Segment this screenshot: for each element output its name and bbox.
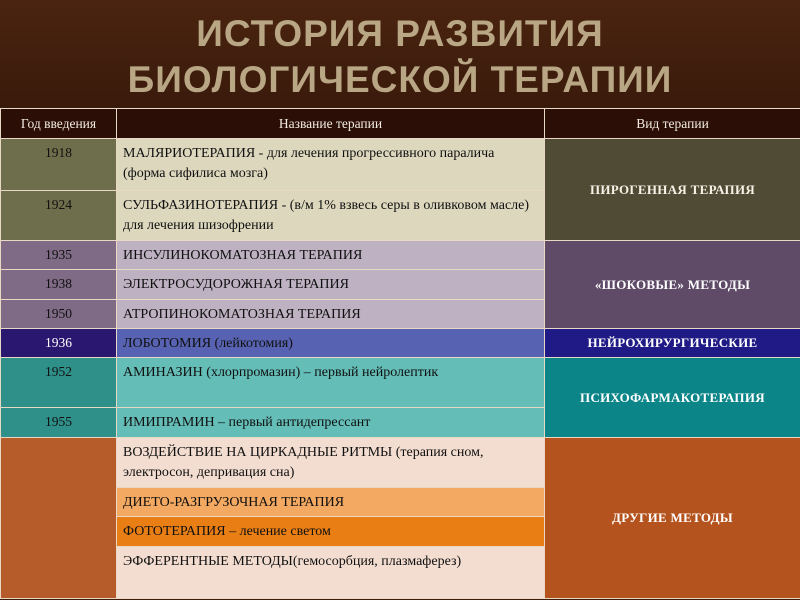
year-cell: 1955 [1,408,117,438]
therapy-name-cell: СУЛЬФАЗИНОТЕРАПИЯ - (в/м 1% взвесь серы в оливковом масле) для лечения шизофрении [117,191,545,241]
therapy-name-cell: ДИЕТО-РАЗГРУЗОЧНАЯ ТЕРАПИЯ [117,488,545,517]
therapy-type-cell: ПСИХОФАРМАКОТЕРАПИЯ [545,358,800,438]
therapy-name-cell: АМИНАЗИН (хлорпромазин) – первый нейролептик [117,358,545,408]
therapy-type-cell: НЕЙРОХИРУРГИЧЕСКИЕ [545,329,800,358]
year-cell [1,438,117,599]
table-row [1,241,800,270]
therapy-type-cell: «ШОКОВЫЕ» МЕТОДЫ [545,241,800,329]
therapy-name-cell: ИМИПРАМИН – первый антидепрессант [117,408,545,438]
table-row [1,329,800,358]
header-name: Название терапии [117,109,545,139]
year-cell: 1918 [1,139,117,191]
therapy-name-cell: МАЛЯРИОТЕРАПИЯ - для лечения прогрессивного паралича (форма сифилиса мозга) [117,139,545,191]
therapy-type-cell: ДРУГИЕ МЕТОДЫ [545,438,800,599]
therapy-name-cell: ЭЛЕКТРОСУДОРОЖНАЯ ТЕРАПИЯ [117,270,545,300]
therapy-name-cell: ЛОБОТОМИЯ (лейкотомия) [117,329,545,358]
year-cell: 1952 [1,358,117,408]
therapy-name-cell: ИНСУЛИНОКОМАТОЗНАЯ ТЕРАПИЯ [117,241,545,270]
year-cell: 1938 [1,270,117,300]
table-header-row [1,109,800,139]
therapy-name-cell: АТРОПИНОКОМАТОЗНАЯ ТЕРАПИЯ [117,300,545,329]
title-line-2: БИОЛОГИЧЕСКОЙ ТЕРАПИИ [127,59,673,100]
year-cell: 1950 [1,300,117,329]
title-line-1: ИСТОРИЯ РАЗВИТИЯ [196,13,604,54]
therapy-history-table [0,108,800,599]
table-row [1,438,800,488]
therapy-name-cell: ЭФФЕРЕНТНЫЕ МЕТОДЫ(гемосорбция, плазмаферез) [117,547,545,599]
table-row [1,139,800,191]
year-cell: 1936 [1,329,117,358]
table-row [1,358,800,408]
header-type: Вид терапии [545,109,800,139]
therapy-name-cell: ФОТОТЕРАПИЯ – лечение светом [117,517,545,547]
therapy-type-cell: ПИРОГЕННАЯ ТЕРАПИЯ [545,139,800,241]
header-year: Год введения [1,109,117,139]
year-cell: 1924 [1,191,117,241]
slide-title [0,0,800,108]
year-cell: 1935 [1,241,117,270]
therapy-name-cell: ВОЗДЕЙСТВИЕ НА ЦИРКАДНЫЕ РИТМЫ (терапия сном, электросон, депривация сна) [117,438,545,488]
